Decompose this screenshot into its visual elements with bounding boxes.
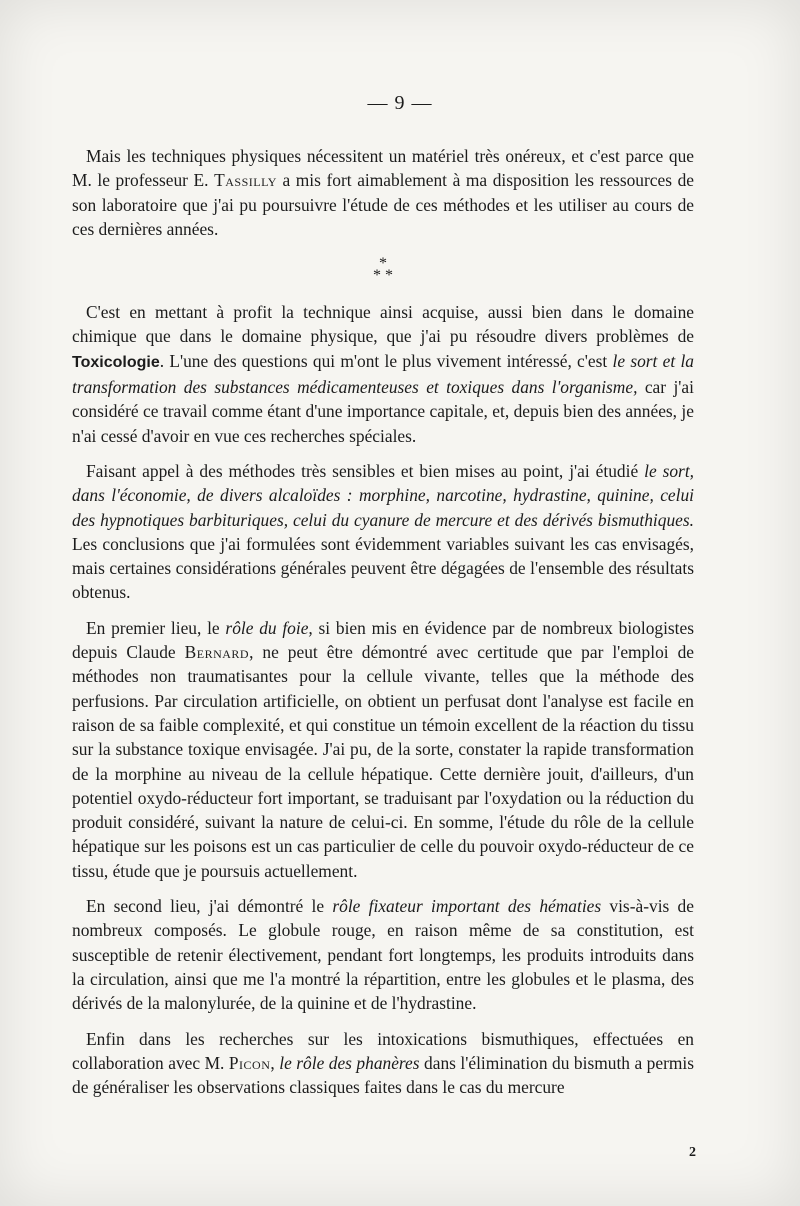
- text-run: si bien mis en évidence par de nombreux biologistes depuis Claude: [72, 617, 695, 663]
- text-run: , ne peut être démontré avec certitude que par l'emploi de méthodes non traumatisantes pour la cellule vivante, telles que la méthode des perfusions. Par circulation artificielle, on obtient un perfusat dont l'analyse est facile en raison de sa faible complexité, et qui constitue un témoin excellent de la réaction du tissu sur la substance toxique envisagée. J'ai pu, de la sorte, constater la rapide transformation de la morphine au niveau de la cellule hépatique. Cette dernière jouit, d'ailleurs, d'un potentiel oxydo-réducteur fort important, se traduisant par l'oxydation ou la réduction du produit considéré, suivant la nature de celui-ci. En somme, l'étude du rôle de la cellule hépatique sur les poisons est un cas particulier de celle du pouvoir oxydo-réducteur de ce tissu, étude que je poursuis actuellement.: [72, 642, 695, 881]
- asterism-divider: [72, 252, 694, 290]
- text-run: a mis fort aimablement à ma disposition les ressources de son laboratoire que j'ai pu poursuivre l'étude de ces méthodes et les utiliser au cours de ces dernières années.: [72, 170, 695, 239]
- text-run: C'est en mettant à profit la technique ainsi acquise, aussi bien dans le domaine chimique que dans le domaine physique, que j'ai pu résoudre divers problèmes de: [72, 302, 694, 347]
- signature-mark: 2: [689, 1145, 696, 1160]
- page-number: — 9 —: [367, 92, 433, 114]
- text-run: En second lieu, j'ai démontré le: [86, 896, 333, 917]
- paragraph-1: [72, 144, 694, 241]
- italic-phrase: rôle du foie,: [225, 617, 313, 638]
- text-run: ,: [270, 1052, 280, 1073]
- text-run: En premier lieu, le: [86, 617, 226, 638]
- author-name-bernard: Bernard: [184, 642, 250, 663]
- text-run: . L'une des questions qui m'ont le plus vivement intéressé, c'est: [159, 350, 613, 371]
- text-run: Enfin dans les recherches sur les intoxications bismuthiques, effectuées en collaboration avec M.: [72, 1028, 694, 1073]
- paragraph-4: [72, 616, 694, 883]
- italic-phrase: le rôle des phanères: [279, 1052, 420, 1073]
- text-run: Les conclusions que j'ai formulées sont évidemment variables suivant les cas envisagés, mais certaines considérations générales peuvent être dégagées de l'ensemble des résultats obtenus.: [72, 533, 694, 603]
- asterism-bottom: * *: [373, 267, 393, 285]
- asterism-top: *: [379, 255, 387, 273]
- text-run: vis-à-vis de nombreux composés. Le globule rouge, en raison même de sa constitution, est susceptible de retenir électivement, pendant fort longtemps, les produits introduits dans la circulation, ainsi que me l'a montré la répartition, entre les globules et le plasma, des dérivés de la malonylurée, de la quinine et de l'hydrastine.: [72, 896, 694, 1014]
- italic-phrase: le sort, dans l'économie, de divers alcaloïdes : morphine, narcotine, hydrastine, quinine, celui des hypnotiques barbituriques, celui du cyanure de mercure et des dérivés bismuthiques.: [72, 460, 695, 530]
- author-name-tassilly: Tassilly: [214, 170, 277, 191]
- bold-term-toxicologie: Toxicologie: [72, 353, 160, 371]
- text-run: Mais les techniques physiques nécessitent un matériel très onéreux, et c'est parce que M. le professeur E.: [72, 146, 694, 191]
- text-run: dans l'élimination du bismuth a permis de généraliser les observations classiques faites dans le cas du mercure: [72, 1052, 694, 1098]
- author-name-picon: Picon: [228, 1052, 271, 1073]
- paragraph-6: [72, 1027, 694, 1100]
- paragraph-2: [72, 300, 694, 448]
- paragraph-5: [72, 894, 694, 1015]
- text-run: car j'ai considéré ce travail comme étant d'une importance capitale, et, depuis bien des années, je n'ai cessé d'avoir en vue ces recherches spéciales.: [72, 377, 694, 446]
- italic-phrase: rôle fixateur important des hématies: [332, 896, 602, 917]
- text-run: Faisant appel à des méthodes très sensibles et bien mises au point, j'ai étudié: [86, 460, 645, 481]
- paragraph-3: [72, 459, 694, 605]
- italic-phrase: le sort et la transformation des substances médicamenteuses et toxiques dans l'organisme,: [72, 350, 694, 398]
- body-text: [72, 144, 694, 1110]
